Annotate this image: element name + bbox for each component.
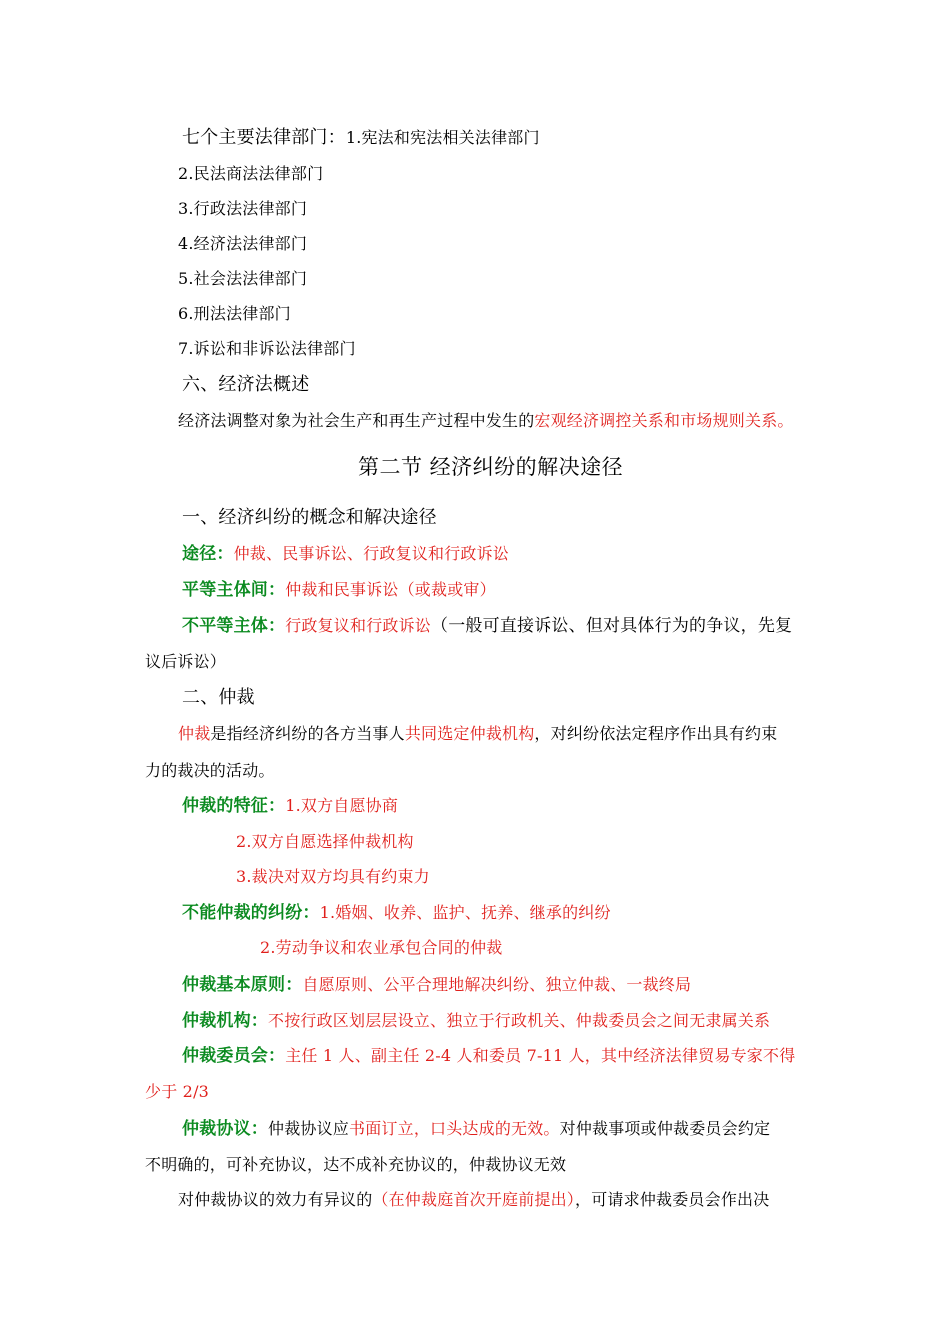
law-dept-2: 2.民法商法法律部门: [178, 164, 324, 183]
economic-law-paragraph: [178, 410, 794, 432]
term-text: 行政复议和行政诉讼: [285, 616, 432, 635]
definition-text: 是指经济纠纷的各方当事人: [210, 724, 405, 743]
law-dept-6: 6.刑法法律部门: [178, 304, 291, 323]
term-label: 仲裁机构：: [182, 1011, 268, 1031]
arbitration-commission-cont: 少于 2/3: [145, 1082, 210, 1101]
arbitration-institution: [182, 1010, 770, 1032]
term-label: 平等主体间：: [182, 580, 286, 600]
term-label: 仲裁基本原则：: [182, 975, 303, 995]
paragraph-text: 经济法调整对象为社会生产和再生产过程中发生的: [178, 411, 535, 430]
non-arbitrable-2: 2.劳动争议和农业承包合同的仲裁: [260, 938, 503, 957]
term-label: 仲裁协议：: [182, 1119, 268, 1139]
law-dept-4: 4.经济法法律部门: [178, 234, 308, 253]
arbitration-agreement: [182, 1118, 770, 1140]
section-heading-2: 二、仲裁: [182, 687, 255, 708]
equal-parties: [182, 579, 496, 601]
section-heading-6: 六、经济法概述: [182, 374, 310, 395]
term-text: 主任 1 人、副主任 2-4 人和委员 7-11 人，其中经济法律贸易专家不得: [285, 1046, 796, 1065]
term-label: 不平等主体：: [182, 616, 286, 636]
term-arbitration: 仲裁: [178, 724, 211, 743]
non-arbitrable-1: 1.婚姻、收养、监护、抚养、继承的纠纷: [319, 903, 611, 922]
agreement-text: 对仲裁事项或仲裁委员会约定: [559, 1119, 771, 1138]
resolution-routes: [182, 543, 509, 565]
law-dept-3: 3.行政法法律部门: [178, 199, 308, 218]
objection-text: ，可请求仲裁委员会作出决: [575, 1190, 770, 1209]
definition-text: ，对纠纷依法定程序作出具有约束: [534, 724, 778, 743]
term-text: 自愿原则、公平合理地解决纠纷、独立仲裁、一裁终局: [302, 975, 692, 994]
arbitration-features: [182, 795, 398, 817]
arbitration-commission: [182, 1045, 795, 1067]
law-dept-7: 7.诉讼和非诉讼法律部门: [178, 339, 356, 358]
law-departments-heading: 七个主要法律部门：: [182, 127, 346, 148]
term-note: （一般可直接诉讼、但对具体行为的争议，先复: [431, 616, 793, 636]
law-dept-1: 1.宪法和宪法相关法律部门: [345, 128, 540, 147]
term-label: 仲裁委员会：: [182, 1046, 286, 1066]
term-label: 不能仲裁的纠纷：: [182, 903, 320, 923]
term-text: 仲裁和民事诉讼（或裁或审）: [285, 580, 496, 599]
highlight-text: 宏观经济调控关系和市场规则关系。: [534, 411, 794, 430]
agreement-text: 仲裁协议应: [268, 1119, 350, 1138]
agreement-validity-objection: [178, 1189, 769, 1211]
law-departments-line: [182, 127, 540, 149]
highlight-text: （在仲裁庭首次开庭前提出）: [372, 1190, 576, 1209]
basic-principles: [182, 974, 691, 996]
arbitration-agreement-cont: 不明确的，可补充协议，达不成补充协议的，仲裁协议无效: [145, 1155, 567, 1174]
highlight-text: 共同选定仲裁机构: [404, 724, 535, 743]
term-label: 仲裁的特征：: [182, 796, 286, 816]
term-label: 途径：: [182, 544, 234, 564]
arbitration-definition: [178, 723, 777, 745]
term-text: 不按行政区划层层设立、独立于行政机关、仲裁委员会之间无隶属关系: [268, 1011, 771, 1030]
objection-text: 对仲裁协议的效力有异议的: [178, 1190, 373, 1209]
feature-3: 3.裁决对双方均具有约束力: [236, 867, 430, 886]
chapter-title: 第二节 经济纠纷的解决途径: [358, 455, 624, 479]
highlight-text: 书面订立，口头达成的无效。: [349, 1119, 560, 1138]
unequal-parties: [182, 615, 792, 637]
non-arbitrable-disputes: [182, 902, 611, 924]
feature-2: 2.双方自愿选择仲裁机构: [236, 832, 414, 851]
law-dept-5: 5.社会法法律部门: [178, 269, 308, 288]
section-heading-1: 一、经济纠纷的概念和解决途径: [182, 507, 437, 528]
arbitration-definition-cont: 力的裁决的活动。: [145, 761, 275, 780]
feature-1: 1.双方自愿协商: [285, 796, 399, 815]
term-text: 仲裁、民事诉讼、行政复议和行政诉讼: [233, 544, 510, 563]
unequal-parties-cont: 议后诉讼）: [145, 652, 227, 671]
